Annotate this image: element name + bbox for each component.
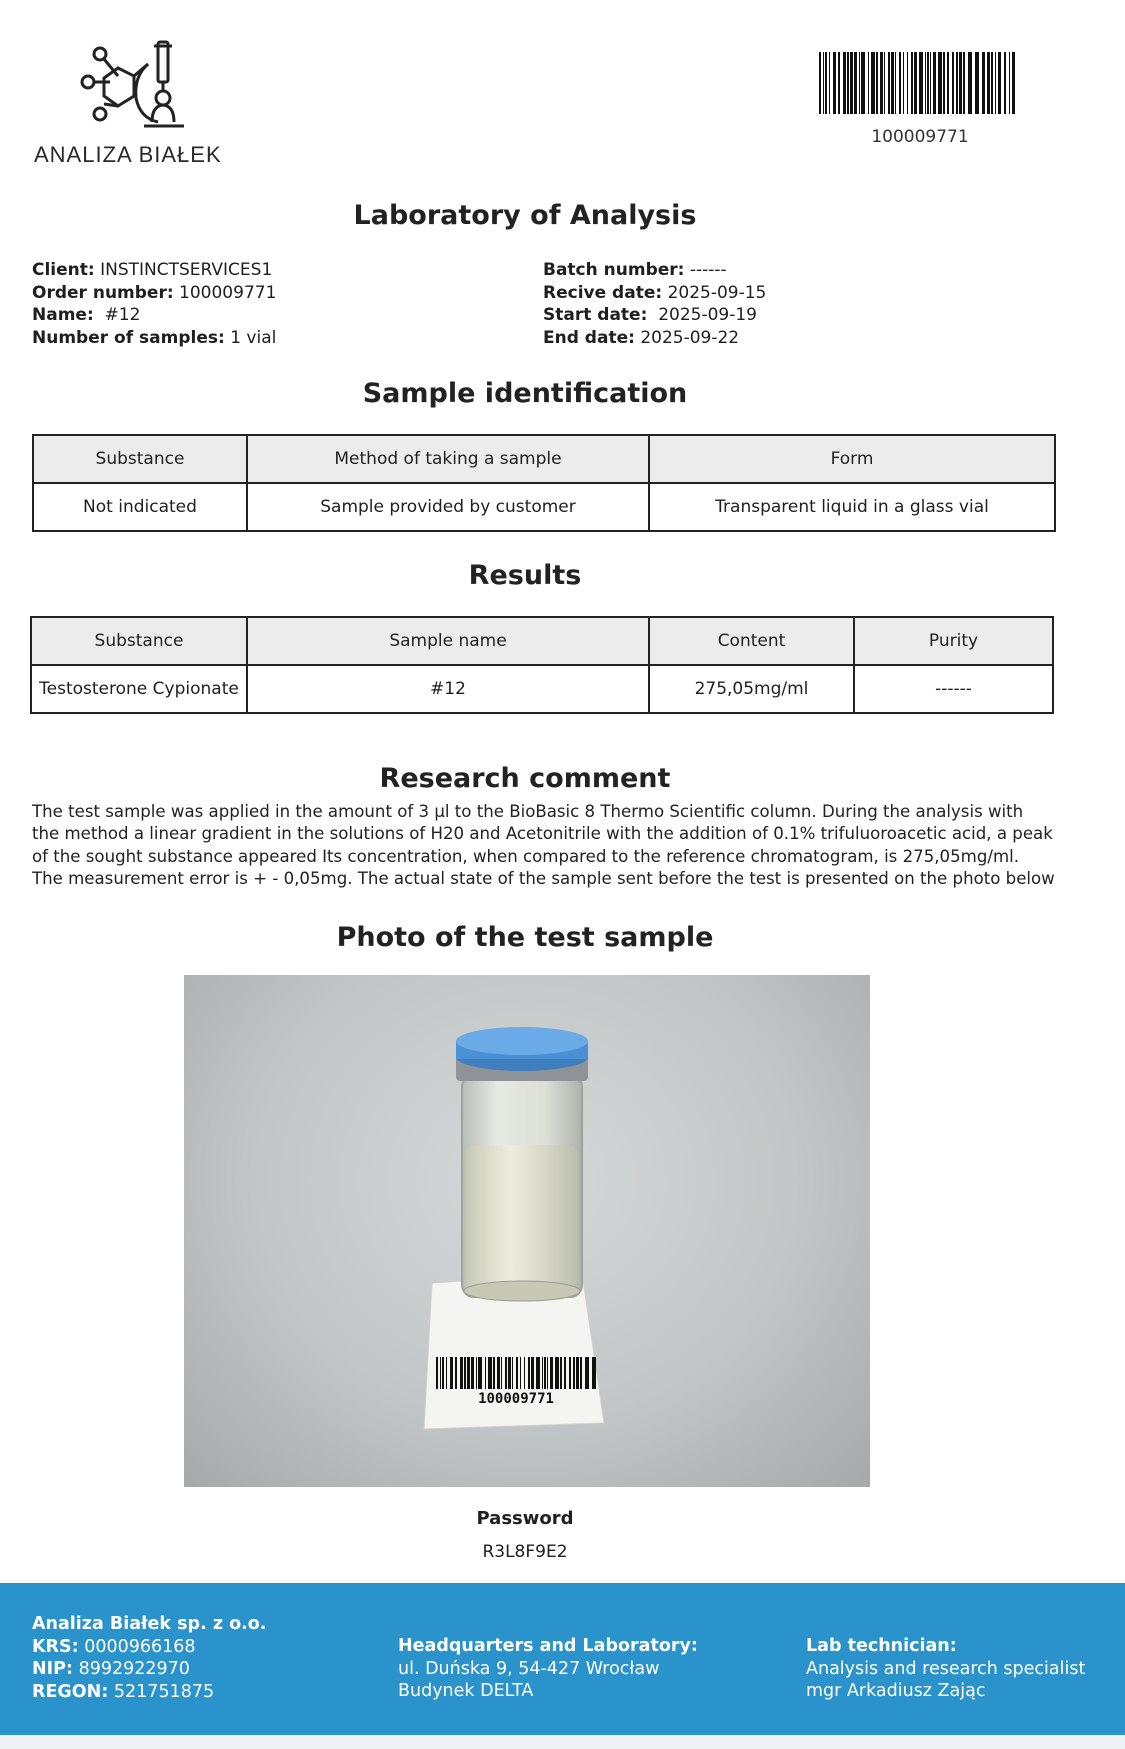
barcode-bar — [871, 52, 875, 114]
barcode-bar — [536, 1357, 540, 1389]
barcode-bar — [847, 52, 849, 114]
barcode-bar — [446, 1357, 447, 1389]
barcode-bar — [975, 52, 979, 114]
barcode-bar — [547, 1357, 548, 1389]
table-header-cell: Substance — [33, 435, 247, 483]
barcode-bar — [436, 1357, 438, 1389]
barcode-bar — [861, 52, 865, 114]
sample-label-number: 100009771 — [478, 1391, 554, 1407]
barcode-bar — [959, 52, 962, 114]
barcode-bar — [899, 52, 901, 114]
barcode-bar — [819, 52, 821, 114]
comment-line: The measurement error is + - 0,05mg. The actual state of the sample sent before the test is presented on the photo below — [32, 868, 1055, 888]
barcode-bar — [508, 1357, 511, 1389]
barcode-bar — [938, 52, 942, 114]
barcode-bar — [884, 52, 885, 114]
bottom-strip — [0, 1735, 1125, 1749]
barcode-bar — [968, 52, 972, 114]
barcode-bar — [564, 1357, 566, 1389]
barcode-bar — [460, 1357, 463, 1389]
barcode-bar — [550, 1357, 553, 1389]
lab-technician-info — [806, 1635, 1085, 1703]
table-cell: Testosterone Cypionate — [31, 665, 247, 713]
client-row: Client: INSTINCTSERVICES1 — [32, 260, 273, 280]
results-heading: Results — [468, 560, 582, 591]
headquarters-address: ul. Duńska 9, 54-427 Wrocław — [398, 1658, 660, 1679]
table-cell: ------ — [854, 665, 1053, 713]
barcode-bar — [573, 1357, 575, 1389]
barcode-bar — [555, 1357, 559, 1389]
barcode-bar — [471, 1357, 474, 1389]
barcode-bar — [569, 1357, 571, 1389]
barcode-bar — [520, 1357, 521, 1389]
batch-number-row: Batch number: ------ — [543, 260, 727, 280]
barcode-bar — [580, 1357, 582, 1389]
barcode-bar — [585, 1357, 589, 1389]
barcode-bar — [880, 52, 883, 114]
barcode-bar — [876, 52, 878, 114]
order-info-left — [32, 259, 276, 349]
barcode-bar — [933, 52, 936, 114]
regon-row: REGON: 521751875 — [32, 1681, 215, 1702]
barcode-bar — [505, 1357, 507, 1389]
sample-identification-heading: Sample identification — [362, 378, 688, 409]
table-cell: 275,05mg/ml — [649, 665, 854, 713]
comment-line: the method a linear gradient in the solutions of H20 and Acetonitrile with the addition of 0.1% trifuluoroacetic acid, a peak — [32, 824, 1053, 844]
table-cell: Sample provided by customer — [247, 483, 649, 531]
barcode-bar — [1004, 52, 1006, 114]
table-header-cell: Content — [649, 617, 854, 665]
password-value: R3L8F9E2 — [482, 1542, 568, 1562]
barcode-bar — [825, 52, 827, 114]
footer — [0, 1583, 1125, 1735]
research-comment-heading: Research comment — [379, 763, 671, 794]
results-table — [30, 616, 1054, 714]
barcode-bar — [838, 52, 840, 114]
barcode-bar — [903, 52, 904, 114]
barcode-bar — [829, 52, 830, 114]
lab-technician-name: mgr Arkadiusz Zając — [806, 1681, 986, 1701]
barcode-bar — [493, 1357, 495, 1389]
barcode-bar — [888, 52, 890, 114]
krs-row: KRS: 0000966168 — [32, 1636, 196, 1657]
barcode-bar — [440, 1357, 441, 1389]
barcode-bar — [868, 52, 869, 114]
barcode-number: 100009771 — [871, 127, 969, 147]
table-header-cell: Method of taking a sample — [247, 435, 649, 483]
order-info-right — [543, 259, 766, 349]
barcode-bar — [1012, 52, 1015, 114]
barcode-bar — [859, 52, 860, 114]
barcode-bar — [488, 1357, 492, 1389]
barcode-bar — [952, 52, 954, 114]
barcode-bar — [998, 52, 1001, 114]
barcode-bar — [497, 1357, 500, 1389]
barcode-bar — [843, 52, 846, 114]
barcode-bar — [478, 1357, 482, 1389]
barcode-bar — [991, 52, 993, 114]
logo-wordmark: ANALIZA BIAŁEK — [34, 142, 222, 167]
headquarters-label: Headquarters and Laboratory: — [398, 1636, 698, 1656]
barcode-bar — [850, 52, 853, 114]
barcode-bar — [544, 1357, 546, 1389]
barcode-bar — [823, 52, 824, 114]
barcode-bar — [501, 1357, 502, 1389]
company-name: Analiza Białek sp. z o.o. — [32, 1614, 267, 1634]
end-date-row: End date: 2025-09-22 — [543, 327, 740, 348]
barcode-bar — [592, 1357, 596, 1389]
table-header-cell: Sample name — [247, 617, 649, 665]
lab-technician-label: Lab technician: — [806, 1636, 957, 1656]
barcode-bar — [1009, 52, 1010, 114]
page-title: Laboratory of Analysis — [353, 200, 697, 231]
barcode-bar — [919, 52, 923, 114]
barcode-bar — [442, 1357, 444, 1389]
test-sample-photo — [184, 975, 870, 1487]
headquarters-info — [398, 1635, 698, 1703]
barcode-bar — [895, 52, 896, 114]
table-cell: #12 — [247, 665, 649, 713]
nip-row: NIP: 8992922970 — [32, 1659, 190, 1679]
headquarters-building: Budynek DELTA — [398, 1681, 534, 1701]
barcode-bar — [925, 52, 926, 114]
barcode-bar — [891, 52, 894, 114]
receive-date-row: Recive date: 2025-09-15 — [543, 282, 767, 303]
barcode-bar — [947, 52, 949, 114]
comment-line: of the sought substance appeared Its concentration, when compared to the reference chromatogram, is 275,05mg/ml. — [32, 846, 1020, 866]
barcode-bar — [476, 1357, 477, 1389]
barcode-bar — [943, 52, 945, 114]
barcode-bar — [833, 52, 836, 114]
barcode-bar — [455, 1357, 457, 1389]
molecule-microscope-logo-icon — [78, 36, 190, 134]
barcode-bar — [956, 52, 958, 114]
barcode-bar — [995, 52, 996, 114]
table-cell: Not indicated — [33, 483, 247, 531]
barcode-bar — [914, 52, 917, 114]
company-info — [32, 1613, 266, 1703]
table-header-cell: Form — [649, 435, 1055, 483]
barcode-bar — [516, 1357, 518, 1389]
barcode-bar — [467, 1357, 470, 1389]
barcode-bar — [930, 52, 931, 114]
vial-illustration — [184, 975, 870, 1487]
barcode-bar — [464, 1357, 466, 1389]
barcode-bar — [531, 1357, 534, 1389]
comment-line: The test sample was applied in the amount of 3 µl to the BioBasic 8 Thermo Scientific column. During the analysis with — [32, 802, 1024, 821]
number-of-samples-row: Number of samples: 1 vial — [32, 327, 277, 348]
barcode-bar — [982, 52, 985, 114]
table-header-cell: Substance — [31, 617, 247, 665]
start-date-row: Start date: 2025-09-19 — [543, 305, 757, 325]
barcode-bar — [927, 52, 929, 114]
research-comment-text — [32, 801, 1092, 890]
lab-technician-title: Analysis and research specialist — [806, 1658, 1086, 1679]
barcode-bar — [542, 1357, 543, 1389]
table-cell: Transparent liquid in a glass vial — [649, 483, 1055, 531]
barcode-bar — [963, 52, 965, 114]
password-label: Password — [476, 1508, 574, 1529]
sample-identification-table — [32, 434, 1056, 532]
barcode-icon — [819, 52, 1019, 114]
photo-heading: Photo of the test sample — [336, 922, 714, 953]
table-header-cell: Purity — [854, 617, 1053, 665]
name-row: Name: #12 — [32, 305, 141, 325]
barcode-bar — [450, 1357, 453, 1389]
barcode-bar — [560, 1357, 562, 1389]
order-number-row: Order number: 100009771 — [32, 282, 277, 303]
barcode-bar — [485, 1357, 486, 1389]
barcode-bar — [987, 52, 990, 114]
barcode-bar — [576, 1357, 579, 1389]
barcode-bar — [524, 1357, 525, 1389]
barcode-bar — [512, 1357, 513, 1389]
barcode-bar — [907, 52, 908, 114]
barcode-bar — [854, 52, 857, 114]
barcode-bar — [911, 52, 913, 114]
barcode-bar — [528, 1357, 530, 1389]
